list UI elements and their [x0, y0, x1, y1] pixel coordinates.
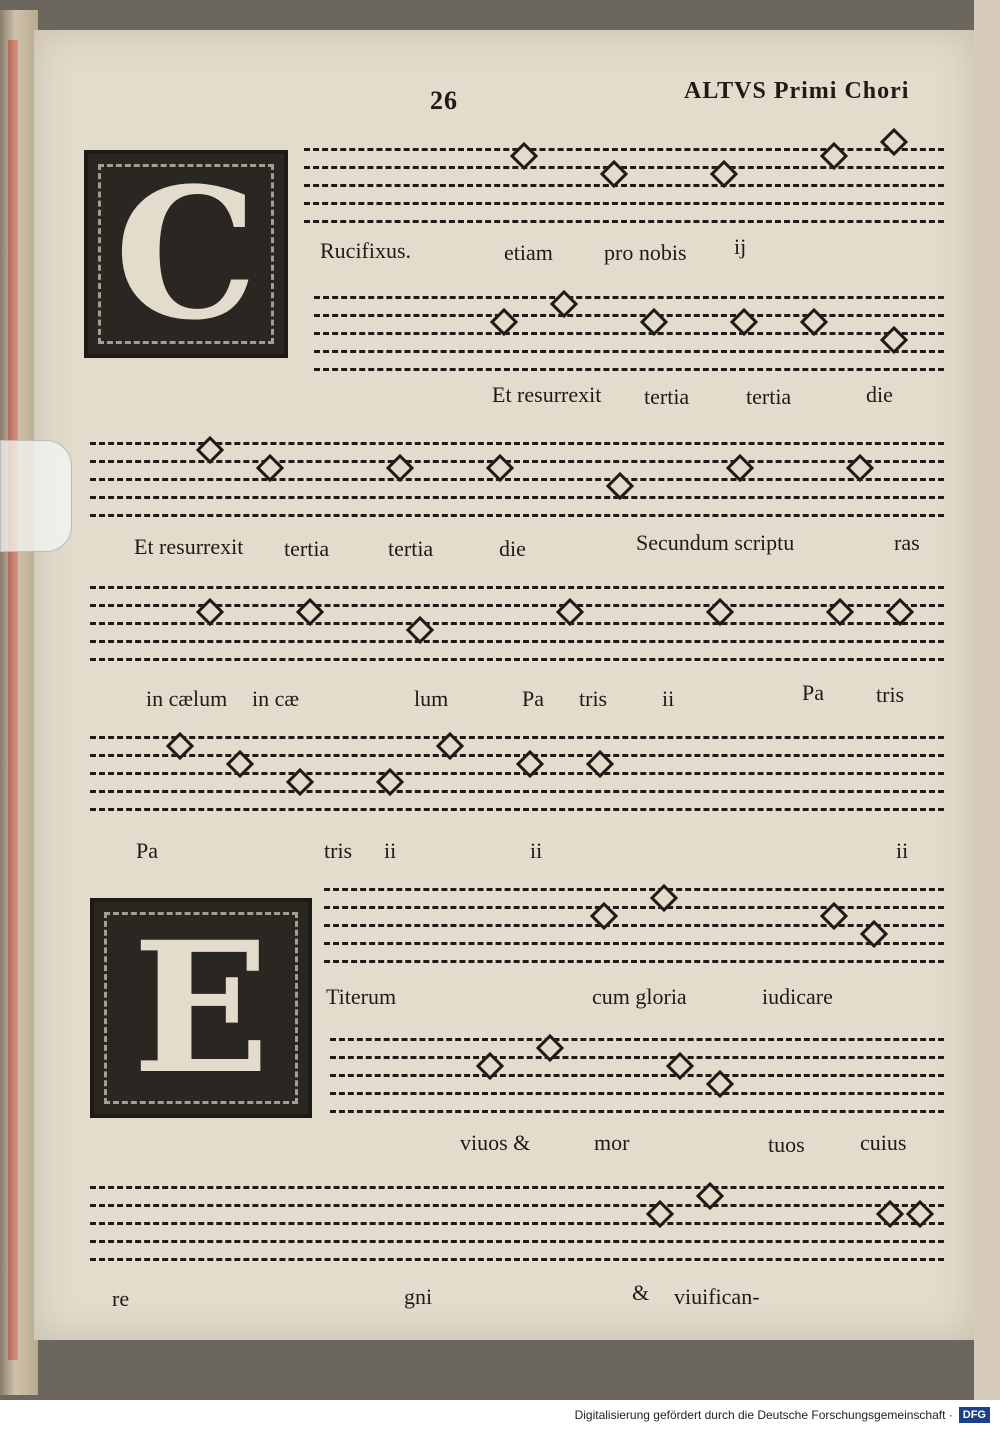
lyric-6-2: cum gloria: [592, 984, 687, 1009]
music-staff-1: [304, 140, 944, 228]
lyric-4-6: ii: [662, 686, 675, 711]
funding-credit: Digitalisierung gefördert durch die Deutsche Forschungsgemeinschaft ·: [574, 1407, 953, 1422]
lyric-4-8: tris: [876, 682, 905, 707]
lyric-3-2: tertia: [284, 536, 330, 561]
lyric-7-4: cuius: [860, 1130, 907, 1155]
voice-label: ALTVS Primi Chori: [684, 78, 910, 104]
lyric-1-3: pro nobis: [604, 240, 687, 265]
initial-letter-c: C: [114, 150, 258, 358]
lyric-3-6: ras: [894, 530, 920, 555]
music-page: [34, 30, 974, 1340]
lyric-5-1: Pa: [136, 838, 158, 863]
right-page-edge: [974, 0, 1000, 1400]
music-staff-3: [90, 434, 944, 522]
lyric-2-1: Et resurrexit: [492, 382, 602, 407]
lyric-4-4: Pa: [522, 686, 544, 711]
lyric-8-1: re: [112, 1286, 130, 1311]
music-staff-7: [330, 1030, 944, 1118]
lyric-7-1: viuos &: [460, 1130, 531, 1155]
lyric-3-1: Et resurrexit: [134, 534, 244, 559]
lyric-4-2: in cæ: [252, 686, 300, 711]
lyric-6-3: iudicare: [762, 984, 833, 1009]
lyric-4-5: tris: [579, 686, 608, 711]
lyric-1-4: ij: [734, 234, 747, 259]
lyric-1-2: etiam: [504, 240, 553, 265]
lyric-5-5: ii: [896, 838, 909, 863]
lyric-5-4: ii: [530, 838, 543, 863]
footer-bar: [0, 1400, 1000, 1429]
decorated-initial-c: [84, 150, 288, 358]
lyric-4-3: lum: [414, 686, 449, 711]
music-staff-2: [314, 288, 944, 376]
music-staff-5: [90, 728, 944, 816]
lyric-2-4: die: [866, 382, 893, 407]
music-staff-4: [90, 578, 944, 666]
lyric-8-3: &: [632, 1280, 650, 1305]
page-clip: [0, 440, 72, 552]
lyric-2-3: tertia: [746, 384, 792, 409]
lyric-7-3: tuos: [768, 1132, 805, 1157]
lyric-8-4: viuifican-: [674, 1284, 760, 1309]
lyric-3-4: die: [499, 536, 526, 561]
lyric-3-3: tertia: [388, 536, 434, 561]
music-staff-6: [324, 880, 944, 968]
lyric-4-7: Pa: [802, 680, 824, 705]
lyric-3-5: Secundum scriptu: [636, 530, 795, 555]
lyric-2-2: tertia: [644, 384, 690, 409]
lyric-4-1: in cælum: [146, 686, 228, 711]
lyric-8-2: gni: [404, 1284, 433, 1309]
page-number: 26: [430, 86, 458, 115]
lyric-7-2: mor: [594, 1130, 630, 1155]
red-page-edge: [8, 40, 18, 1360]
initial-letter-e: E: [132, 902, 270, 1114]
lyric-5-2: tris: [324, 838, 353, 863]
lyric-1-1: Rucifixus.: [320, 238, 412, 263]
dfg-logo: DFG: [959, 1407, 990, 1423]
lyric-6-1: Titerum: [326, 984, 397, 1009]
lyric-5-3: ii: [384, 838, 397, 863]
decorated-initial-e: [90, 898, 312, 1118]
left-page-edges: [0, 10, 38, 1395]
music-staff-8: [90, 1178, 944, 1266]
